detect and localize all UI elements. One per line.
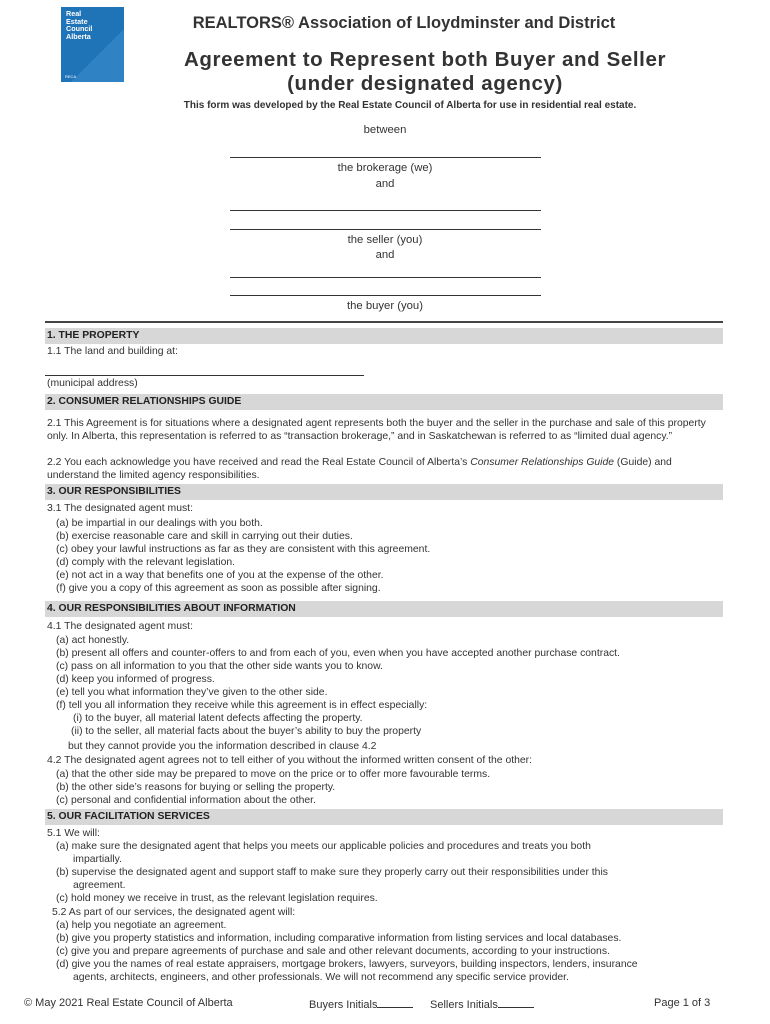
list-item: (c) give you and prepare agreements of purchase and sale and other relevant documents, according to your instructions. [56, 946, 610, 957]
buyers-initials-field[interactable] [377, 997, 413, 1008]
section-heading-facilitation: 5. OUR FACILITATION SERVICES [45, 809, 723, 825]
divider [45, 321, 723, 323]
section-heading-information: 4. OUR RESPONSIBILITIES ABOUT INFORMATION [45, 601, 723, 617]
list-item: (e) not act in a way that benefits one of you at the expense of the other. [56, 570, 384, 581]
seller-line-1[interactable] [230, 210, 541, 211]
sellers-initials-field[interactable] [498, 997, 534, 1008]
guide-title: Consumer Relationships Guide [470, 457, 615, 468]
list-item: (e) tell you what information they’ve given to the other side. [56, 687, 328, 698]
section-heading-property: 1. THE PROPERTY [45, 328, 723, 344]
form-note: This form was developed by the Real Estate Council of Alberta for use in residential real estate. [183, 100, 637, 111]
association-name: REALTORS® Association of Lloydminster and District [192, 14, 616, 32]
page-number: Page 1 of 3 [654, 997, 711, 1009]
address-line[interactable] [45, 375, 364, 376]
list-item: (d) comply with the relevant legislation. [56, 557, 236, 568]
list-item: (b) the other side’s reasons for buying or selling the property. [56, 782, 336, 793]
brokerage-label: the brokerage (we) [337, 162, 433, 174]
list-item: (f) tell you all information they receive while this agreement is in effect especially: [56, 700, 428, 711]
clause-5-2: 5.2 As part of our services, the designated agent will: [52, 907, 296, 918]
document-title: Agreement to Represent both Buyer and Seller [183, 48, 667, 71]
logo-small-text: RECA [65, 74, 77, 79]
list-item: (a) make sure the designated agent that helps you meets our applicable policies and procedures and treats you both [56, 841, 591, 852]
and-label: and [375, 178, 395, 190]
list-item: (d) keep you informed of progress. [56, 674, 215, 685]
buyer-line-2[interactable] [230, 295, 541, 296]
seller-label: the seller (you) [347, 234, 423, 246]
sub-item: (ii) to the seller, all material facts about the buyer’s ability to buy the property [71, 726, 422, 737]
clause-5-1: 5.1 We will: [47, 828, 100, 839]
list-item: (c) pass on all information to you that the other side wants you to know. [56, 661, 383, 672]
list-item: (f) give you a copy of this agreement as soon as possible after signing. [56, 583, 381, 594]
clause-2-1: 2.1 This Agreement is for situations where a designated agent represents both the buyer and the seller in the purchase and sale of this property only. In Alberta, this representation is referred to as “transaction brokerage,” and in Saskatchewan is referred to as “limited dual agency.” [47, 418, 706, 442]
sellers-initials-label: Sellers Initials [430, 999, 498, 1011]
clause-3-1: 3.1 The designated agent must: [47, 503, 193, 514]
list-item: (c) hold money we receive in trust, as the relevant legislation requires. [56, 893, 378, 904]
document-subtitle: (under designated agency) [287, 72, 563, 95]
address-caption: (municipal address) [47, 378, 138, 389]
list-item: (a) help you negotiate an agreement. [56, 920, 227, 931]
list-item: (b) supervise the designated agent and support staff to make sure they properly carry out their responsibilities under this [56, 867, 608, 878]
clause-2-2: 2.2 You each acknowledge you have received and read the Real Estate Council of Alberta’s Consumer Relationships Guide (Guide) and understand the limited agency responsibilities. [47, 457, 672, 481]
list-item: (b) present all offers and counter-offers to and from each of you, even when you have accepted another purchase contract. [56, 648, 620, 659]
list-item-continued: impartially. [73, 854, 122, 865]
logo-text: Real Estate Council Alberta [66, 9, 93, 41]
list-item: (b) give you property statistics and information, including comparative information from listing services and local databases. [56, 933, 622, 944]
between-label: between [363, 124, 407, 136]
list-item: (c) obey your lawful instructions as far as they are consistent with this agreement. [56, 544, 431, 555]
clause-4-1-note: but they cannot provide you the information described in clause 4.2 [68, 741, 377, 752]
list-item: (d) give you the names of real estate appraisers, mortgage brokers, lawyers, surveyors, building inspectors, lenders, insurance [56, 959, 638, 970]
section-heading-guide: 2. CONSUMER RELATIONSHIPS GUIDE [45, 394, 723, 410]
list-item: (a) be impartial in our dealings with you both. [56, 518, 263, 529]
clause-1-1: 1.1 The land and building at: [47, 346, 178, 357]
brokerage-line[interactable] [230, 157, 541, 158]
list-item-continued: agreement. [73, 880, 126, 891]
list-item-continued: agents, architects, engineers, and other professionals. We will not recommend any specific service provider. [73, 972, 569, 983]
list-item: (b) exercise reasonable care and skill in carrying out their duties. [56, 531, 353, 542]
and-label: and [375, 249, 395, 261]
sellers-initials [430, 997, 534, 1011]
clause-4-2: 4.2 The designated agent agrees not to tell either of you without the informed written consent of the other: [47, 755, 533, 766]
clause-4-1: 4.1 The designated agent must: [47, 621, 193, 632]
seller-line-2[interactable] [230, 229, 541, 230]
buyers-initials [309, 997, 413, 1011]
buyer-label: the buyer (you) [347, 300, 423, 312]
sub-item: (i) to the buyer, all material latent defects affecting the property. [73, 713, 363, 724]
list-item: (c) personal and confidential information about the other. [56, 795, 316, 806]
list-item: (a) that the other side may be prepared to move on the price or to offer more favourable terms. [56, 769, 491, 780]
list-item: (a) act honestly. [56, 635, 130, 646]
buyer-line-1[interactable] [230, 277, 541, 278]
buyers-initials-label: Buyers Initials [309, 999, 378, 1011]
section-heading-responsibilities: 3. OUR RESPONSIBILITIES [45, 484, 723, 500]
copyright: © May 2021 Real Estate Council of Alberta [24, 997, 233, 1009]
